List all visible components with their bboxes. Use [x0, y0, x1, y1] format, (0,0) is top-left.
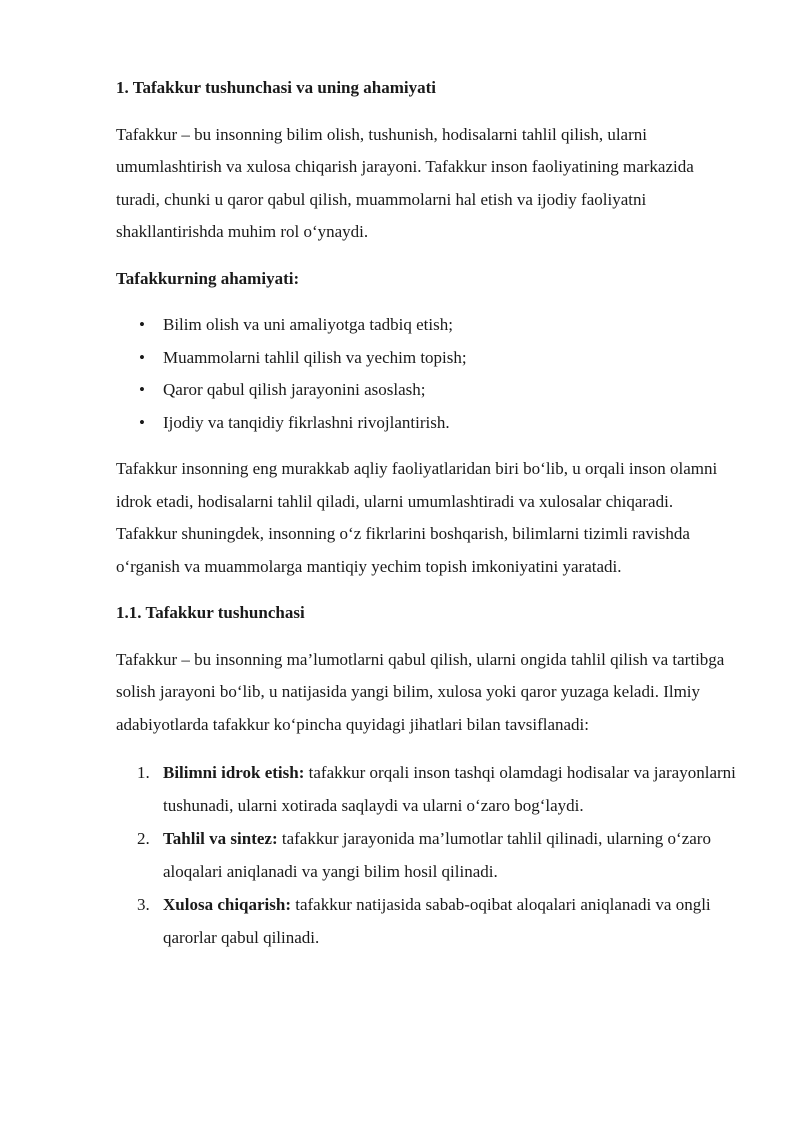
list-item — [116, 823, 736, 888]
list-item — [116, 757, 736, 822]
section-heading-main: 1. Tafakkur tushunchasi va uning ahamiyati — [116, 78, 436, 97]
list-text: tafakkur orqali inson tashqi olamdagi hodisalar va jarayonlarni tushunadi, ularni xotirada saqlaydi va ularni o‘zaro bog‘laydi. — [163, 763, 736, 815]
section-heading-importance: Tafakkurning ahamiyati: — [116, 268, 300, 288]
aspects-list — [116, 757, 736, 954]
bullet-icon: • — [139, 380, 145, 399]
list-number: 2. — [137, 829, 150, 848]
bullet-icon: • — [139, 315, 145, 334]
list-term: Bilimni idrok etish: — [163, 763, 305, 782]
list-text: tafakkur natijasida sabab-oqibat aloqalari aniqlanadi va ongli qarorlar qabul qilinadi. — [163, 895, 711, 947]
document-page — [116, 72, 736, 955]
bullet-icon: • — [139, 412, 145, 432]
list-item: • Ijodiy va tanqidiy fikrlashni rivojlantirish. — [116, 407, 736, 440]
importance-list — [116, 309, 736, 439]
bullet-icon: • — [139, 347, 145, 367]
list-number: 3. — [137, 895, 150, 914]
list-term: Xulosa chiqarish: — [163, 895, 291, 914]
list-number: 1. — [137, 763, 150, 782]
list-text: tafakkur jarayonida ma’lumotlar tahlil qilinadi, ularning o‘zaro aloqalari aniqlanadi va yangi bilim hosil qilinadi. — [163, 829, 711, 881]
list-item: • Qaror qabul qilish jarayonini asoslash; — [116, 374, 736, 407]
list-item — [116, 889, 736, 954]
paragraph-definition: Tafakkur – bu insonning bilim olish, tushunish, hodisalarni tahlil qilish, ularni umumlashtirish va xulosa chiqarish jarayoni. Tafakkur inson faoliyatining markazida turadi, chunki u qaror qabul qilish, muammolarni hal etish va ijodiy faoliyatni shakllantirishda muhim rol o‘ynaydi. — [116, 124, 694, 241]
paragraph-concept: Tafakkur – bu insonning ma’lumotlarni qabul qilish, ularni ongida tahlil qilish va tartibga solish jarayoni bo‘lib, u natijasida yangi bilim, xulosa yoki qaror yuzaga keladi. Ilmiy adabiyotlarda tafakkur ko‘pincha quyidagi jihatlari bilan tavsiflanadi: — [116, 649, 725, 734]
list-term: Tahlil va sintez: — [163, 829, 278, 848]
paragraph-complexity: Tafakkur insonning eng murakkab aqliy faoliyatlaridan biri bo‘lib, u orqali inson olamni idrok etadi, hodisalarni tahlil qiladi, ularni umumlashtiradi va xulosalar chiqaradi. Tafakkur shuningdek, insonning o‘z fikrlarini boshqarish, bilimlarni tizimli ravishda o‘rganish va muammolarga mantiqiy yechim topish imkoniyatini yaratadi. — [116, 459, 718, 576]
subsection-heading: 1.1. Tafakkur tushunchasi — [116, 603, 305, 622]
list-item: • Muammolarni tahlil qilish va yechim topish; — [116, 342, 736, 375]
list-item: • Bilim olish va uni amaliyotga tadbiq etish; — [116, 309, 736, 342]
